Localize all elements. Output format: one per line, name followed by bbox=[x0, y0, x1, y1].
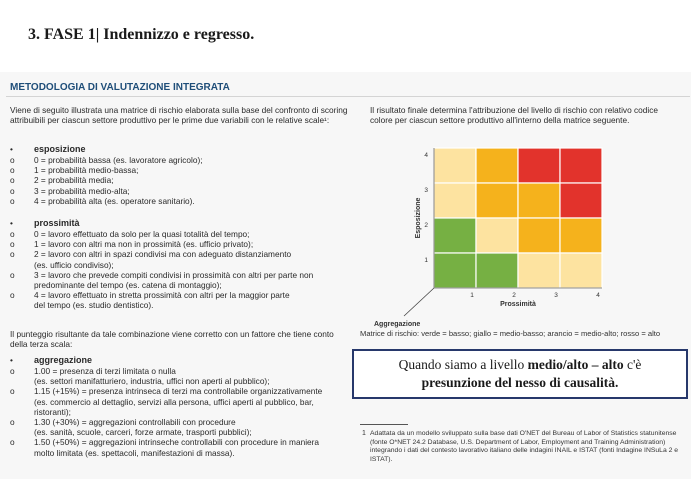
matrix-cell-arancio bbox=[560, 218, 602, 253]
z-axis-line bbox=[404, 288, 434, 316]
matrix-cell-arancio bbox=[476, 148, 518, 183]
prossimita-label: prossimità bbox=[34, 218, 80, 228]
z-axis-label: Aggregazione bbox=[374, 321, 421, 328]
matrix-cell-arancio bbox=[518, 218, 560, 253]
callout-text-bold: medio/alto – alto bbox=[527, 357, 624, 372]
aggregazione-item-text: 1.15 (+15%) = presenza intrinseca di terzi ma controllabile organizzativamente bbox=[34, 386, 323, 397]
esposizione-item-text: 2 = probabilità media; bbox=[34, 175, 114, 186]
aggregazione-label: aggregazione bbox=[34, 355, 93, 365]
footnote-number: 1 bbox=[362, 430, 366, 437]
matrix-cell-verde bbox=[476, 253, 518, 288]
punteggio-text: Il punteggio risultante da tale combinazione viene corretto con un fattore che tiene conto della terza scala: bbox=[10, 329, 334, 350]
callout-line-1 bbox=[354, 356, 686, 374]
bullet-marker: o bbox=[10, 437, 15, 448]
bullet-dot: • bbox=[10, 355, 13, 365]
y-tick-label: 3 bbox=[424, 187, 428, 194]
callout-line-2: presunzione del nesso di causalità. bbox=[421, 375, 619, 390]
bullet-dot: • bbox=[10, 144, 13, 154]
section-divider bbox=[6, 96, 690, 97]
x-tick-label: 2 bbox=[512, 292, 516, 299]
matrix-cell-rosso bbox=[560, 148, 602, 183]
esposizione-item-text: 4 = probabilità alta (es. operatore sanitario). bbox=[34, 195, 195, 206]
x-tick-label: 3 bbox=[554, 292, 558, 299]
aggregazione-item-text: (es. settori manifatturiero, industria, uffici non aperti al pubblico); bbox=[34, 376, 270, 387]
prossimita-item-text: predominante del tempo (es. catena di montaggio); bbox=[34, 280, 222, 290]
matrix-caption: Matrice di rischio: verde = basso; giallo = medio-basso; arancio = medio-alto; rosso = alto bbox=[360, 329, 661, 338]
bullet-marker: o bbox=[10, 249, 15, 260]
esposizione-label: esposizione bbox=[34, 144, 86, 154]
matrix-cell-arancio bbox=[476, 183, 518, 218]
callout-text-a: Quando siamo a livello bbox=[398, 357, 528, 372]
footnote-text: Adattata da un modello sviluppato sulla base dati O'NET del Bureau of Labor of Statistics statunitense (fonte O*NET 24.2 Database, U.S. Department of Labor, Employment and Training Administration) integrando i dati del contesto lavorativo italiano delle indagini INAIL e ISTAT (fonti Indagine INSuLa 2 e ISTAT). bbox=[370, 430, 679, 463]
prossimita-item-text: 4 = lavoro effettuato in stretta prossimità con altri per la maggior parte bbox=[34, 290, 290, 301]
matrix-cell-verde bbox=[434, 218, 476, 253]
bullet-marker: o bbox=[10, 165, 15, 176]
aggregazione-item-text: ristoranti); bbox=[34, 406, 71, 417]
aggregazione-item-text: 1.00 = presenza di terzi limitata o nulla bbox=[34, 366, 176, 376]
aggregazione-item-text: (es. commercio al dettaglio, servizi alla persona, uffici aperti al pubblico, bar, bbox=[34, 396, 314, 407]
y-axis-label: Esposizione bbox=[415, 197, 422, 239]
callout-box bbox=[352, 349, 688, 399]
bullet-marker: o bbox=[10, 290, 15, 301]
section-heading: METODOLOGIA DI VALUTAZIONE INTEGRATA bbox=[10, 82, 230, 93]
slide-title: 3. FASE 1| Indennizzo e regresso. bbox=[28, 26, 255, 43]
bullet-dot: • bbox=[10, 218, 13, 228]
bullet-marker: o bbox=[10, 239, 15, 250]
esposizione-item-text: 0 = probabilità bassa (es. lavoratore agricolo); bbox=[34, 155, 203, 165]
bullet-marker: o bbox=[10, 366, 15, 376]
esposizione-item-text: 3 = probabilità medio-alta; bbox=[34, 185, 130, 196]
x-axis-label: Prossimità bbox=[500, 301, 536, 308]
prossimita-item-text: (es. ufficio condiviso); bbox=[34, 259, 114, 270]
matrix-cell-giallo bbox=[518, 253, 560, 288]
prossimita-item-text: del tempo (es. studio dentistico). bbox=[34, 300, 154, 311]
prossimita-item-text: 1 = lavoro con altri ma non in prossimità (es. ufficio privato); bbox=[34, 239, 254, 250]
matrix-cell-giallo bbox=[560, 253, 602, 288]
esposizione-item-text: 1 = probabilità medio-bassa; bbox=[34, 165, 139, 176]
bullet-marker: o bbox=[10, 386, 15, 397]
bullet-marker: o bbox=[10, 175, 15, 186]
matrix-cell-giallo bbox=[434, 148, 476, 183]
matrix-cell-giallo bbox=[476, 218, 518, 253]
result-text: Il risultato finale determina l'attribuzione del livello di rischio con relativo codice colore per ciascun settore produttivo all'interno della matrice seguente. bbox=[370, 105, 658, 126]
matrix-cell-rosso bbox=[560, 183, 602, 218]
bullet-marker: o bbox=[10, 185, 15, 196]
bullet-marker: o bbox=[10, 269, 15, 280]
y-tick-label: 4 bbox=[424, 152, 428, 159]
matrix-cell-arancio bbox=[518, 183, 560, 218]
y-tick-label: 1 bbox=[424, 257, 428, 264]
bullet-marker: o bbox=[10, 195, 15, 206]
y-tick-label: 2 bbox=[424, 222, 428, 229]
aggregazione-item-text: 1.30 (+30%) = aggregazioni controllabili con procedure bbox=[34, 417, 236, 427]
matrix-cell-giallo bbox=[434, 183, 476, 218]
intro-text: Viene di seguito illustrata una matrice di rischio elaborata sulla base del confronto di scoring attribuibili per ciascun settore produttivo per le prime due variabili con le relative scale¹: bbox=[10, 105, 348, 126]
bullet-marker: o bbox=[10, 417, 15, 427]
x-tick-label: 4 bbox=[596, 292, 600, 299]
aggregazione-item-text: 1.50 (+50%) = aggregazioni intrinseche controllabili con procedure in maniera bbox=[34, 437, 320, 448]
bullet-marker: o bbox=[10, 155, 15, 165]
prossimita-item-text: 0 = lavoro effettuato da solo per la quasi totalità del tempo; bbox=[34, 229, 250, 239]
matrix-cell-rosso bbox=[518, 148, 560, 183]
aggregazione-item-text: (es. sanità, scuole, carceri, forze armate, trasporti pubblici); bbox=[34, 427, 252, 438]
prossimita-item-text: 2 = lavoro con altri in spazi condivisi ma con adeguato distanziamento bbox=[34, 249, 292, 260]
matrix-cell-verde bbox=[434, 253, 476, 288]
bullet-marker: o bbox=[10, 229, 15, 239]
risk-matrix bbox=[372, 140, 612, 330]
prossimita-item-text: 3 = lavoro che prevede compiti condivisi in prossimità con altri per parte non bbox=[34, 269, 314, 280]
matrix-cells bbox=[434, 148, 602, 288]
x-tick-label: 1 bbox=[470, 292, 474, 299]
footnote-rule bbox=[360, 424, 408, 425]
callout-text-c: c'è bbox=[623, 357, 642, 372]
aggregazione-item-text: molto limitata (es. spettacoli, manifestazioni di massa). bbox=[34, 447, 235, 458]
